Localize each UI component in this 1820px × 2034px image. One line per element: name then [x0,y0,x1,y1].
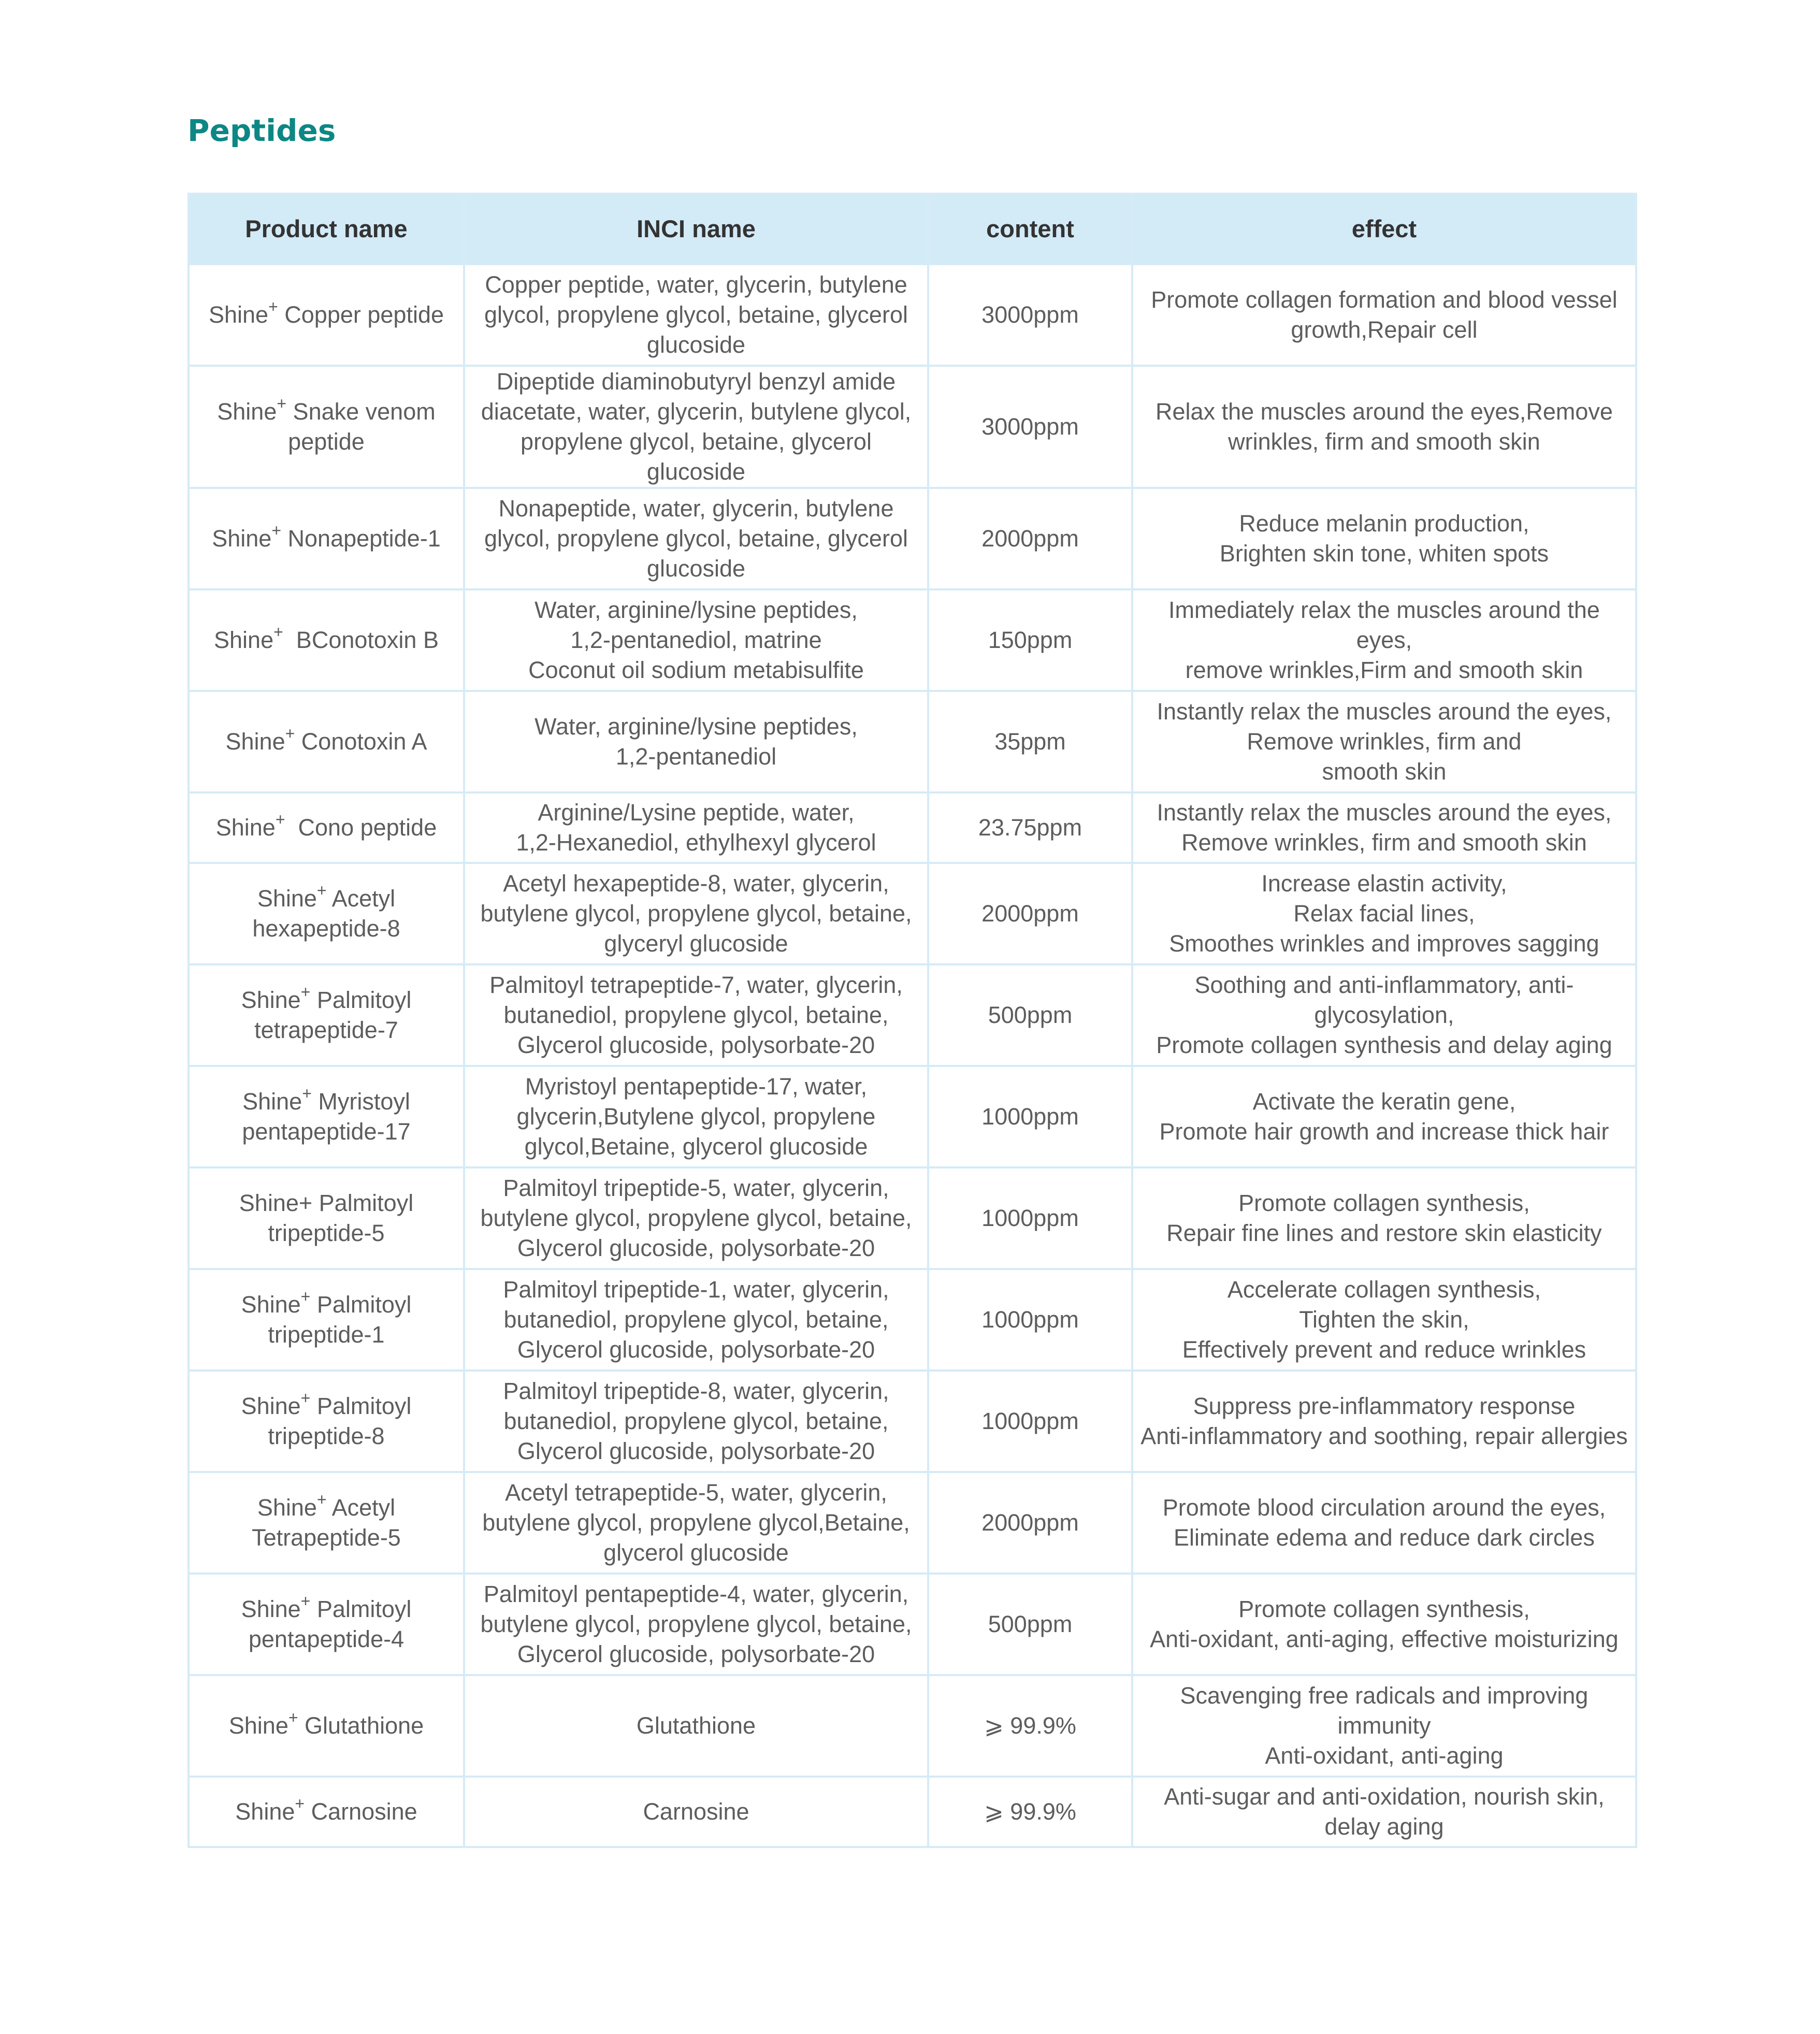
cell-content: 1000ppm [928,1066,1132,1167]
cell-product-name [189,1371,464,1472]
product-name-suffix: Conotoxin A [295,728,427,755]
product-name-prefix: Shine [241,1393,301,1419]
effect-line: Anti-sugar and anti-oxidation, nourish skin, [1164,1783,1605,1810]
cell-inci-name [464,1777,928,1847]
product-name-prefix: Shine [225,728,285,755]
peptides-table [187,193,1637,1848]
column-header-content: content [928,194,1132,264]
effect-line: Remove wrinkles, firm and [1247,728,1522,755]
effect-line: Accelerate collagen synthesis, [1227,1276,1541,1303]
cell-content: 2000ppm [928,863,1132,964]
cell-content: 1000ppm [928,1167,1132,1269]
effect-line: Promote collagen synthesis and delay aging [1156,1032,1612,1058]
cell-effect [1132,1167,1636,1269]
table-row [189,964,1636,1066]
inci-line: 1,2-pentanediol [615,743,777,770]
product-name-suffix: BConotoxin B [283,627,439,653]
cell-inci-name [464,589,928,691]
effect-line: Instantly relax the muscles around the eyes, [1157,799,1612,826]
cell-effect [1132,589,1636,691]
product-name-prefix: Shine [208,301,269,328]
product-name-suffix: Myristoyl pentapeptide-17 [242,1088,417,1145]
effect-line: Anti-inflammatory and soothing, repair allergies [1140,1423,1628,1449]
product-name-prefix: Shine [217,398,277,425]
inci-line: Water, arginine/lysine peptides, [535,713,858,740]
cell-inci-name [464,1167,928,1269]
cell-effect [1132,488,1636,589]
inci-line: Palmitoyl tripeptide-1, water, glycerin, [503,1276,889,1303]
cell-inci-name [464,264,928,366]
effect-line: Effectively prevent and reduce wrinkles [1182,1336,1586,1363]
inci-line: Palmitoyl tetrapeptide-7, water, glycerin, [489,972,903,998]
inci-line: propylene glycol, betaine, glycerol glucoside [521,428,872,485]
product-name-superscript: + [295,1794,305,1813]
cell-inci-name [464,366,928,488]
cell-effect [1132,1371,1636,1472]
cell-content: 1000ppm [928,1371,1132,1472]
cell-content: 35ppm [928,691,1132,792]
cell-content: 150ppm [928,589,1132,691]
effect-line: Anti-oxidant, anti-aging [1265,1742,1504,1769]
inci-line: butanediol, propylene glycol, betaine, [503,1306,889,1333]
product-name-superscript: + [285,724,295,743]
cell-content: 2000ppm [928,488,1132,589]
cell-effect [1132,863,1636,964]
product-name-suffix: Palmitoyl tetrapeptide-7 [254,987,418,1043]
cell-product-name [189,1777,464,1847]
cell-inci-name [464,691,928,792]
effect-line: Suppress pre-inflammatory response [1193,1393,1576,1419]
cell-content: 500ppm [928,964,1132,1066]
table-row [189,863,1636,964]
inci-line: Glycerol glucoside, polysorbate-20 [517,1235,875,1261]
product-name-prefix: Shine+ Palmitoyl tripeptide-5 [239,1190,414,1246]
product-name-superscript: + [277,394,287,413]
table-row [189,488,1636,589]
effect-line: Instantly relax the muscles around the eyes, [1157,698,1612,725]
effect-line: Promote collagen synthesis, [1238,1596,1530,1622]
cell-product-name [189,964,464,1066]
product-name-superscript: + [302,1084,312,1103]
table-row [189,366,1636,488]
product-name-superscript: + [273,623,283,641]
effect-line: Immediately relax the muscles around the eyes, [1168,597,1600,653]
product-name-suffix: Copper peptide [278,301,444,328]
table-body [189,264,1636,1847]
inci-line: Palmitoyl tripeptide-5, water, glycerin, [503,1175,889,1201]
cell-inci-name [464,964,928,1066]
effect-line: Smoothes wrinkles and improves sagging [1169,930,1599,957]
product-name-prefix: Shine [215,814,276,841]
table-row [189,264,1636,366]
product-name-prefix: Shine [257,1494,317,1521]
effect-line: Relax facial lines, [1293,900,1475,927]
product-name-prefix: Shine [212,525,272,552]
effect-line: Eliminate edema and reduce dark circles [1174,1524,1595,1551]
product-name-prefix: Shine [242,1088,302,1115]
effect-line: wrinkles, firm and smooth skin [1228,428,1540,455]
product-name-superscript: + [300,1287,311,1306]
column-header-product-name: Product name [189,194,464,264]
cell-content: 500ppm [928,1574,1132,1675]
cell-product-name [189,366,464,488]
inci-line: butylene glycol, propylene glycol, betaine, [480,1611,912,1637]
inci-line: Coconut oil sodium metabisulfite [528,657,864,683]
cell-effect [1132,1269,1636,1371]
product-name-suffix: Acetyl hexapeptide-8 [252,885,402,942]
cell-effect [1132,1574,1636,1675]
effect-line: Reduce melanin production, [1239,510,1529,537]
product-name-superscript: + [275,810,285,829]
product-name-suffix: Palmitoyl pentapeptide-4 [248,1596,418,1652]
cell-product-name [189,1066,464,1167]
table-row [189,1066,1636,1167]
cell-inci-name [464,488,928,589]
effect-line: delay aging [1324,1813,1444,1840]
effect-line: Soothing and anti-inflammatory, anti- [1194,972,1574,998]
effect-line: Relax the muscles around the eyes,Remove [1155,398,1613,425]
inci-line: Glycerol glucoside, polysorbate-20 [517,1438,875,1464]
cell-effect [1132,1675,1636,1777]
cell-effect [1132,264,1636,366]
cell-product-name [189,1472,464,1574]
inci-line: butylene glycol, propylene glycol, betaine, [480,1205,912,1231]
inci-line: Dipeptide diaminobutyryl benzyl amide [496,368,896,395]
table-header-row [189,194,1636,264]
effect-line: Increase elastin activity, [1261,870,1507,897]
inci-line: Palmitoyl tripeptide-8, water, glycerin, [503,1378,889,1404]
table-row [189,1574,1636,1675]
inci-line: Glycerol glucoside, polysorbate-20 [517,1641,875,1667]
inci-line: diacetate, water, glycerin, butylene glycol, [481,398,912,425]
cell-content: 2000ppm [928,1472,1132,1574]
effect-line: Remove wrinkles, firm and smooth skin [1181,829,1587,856]
effect-line: Anti-oxidant, anti-aging, effective moisturizing [1150,1626,1619,1652]
product-name-superscript: + [271,521,282,540]
cell-content: 23.75ppm [928,792,1132,863]
inci-line: glycerin,Butylene glycol, propylene [516,1103,876,1130]
cell-inci-name [464,1574,928,1675]
product-name-superscript: + [316,881,327,900]
inci-line: Glycerol glucoside, polysorbate-20 [517,1336,875,1363]
inci-line: 1,2-pentanediol, matrine [570,627,822,653]
inci-line: glucoside [646,555,746,582]
cell-effect [1132,366,1636,488]
cell-inci-name [464,1269,928,1371]
product-name-suffix: Nonapeptide-1 [281,525,441,552]
inci-line: Water, arginine/lysine peptides, [535,597,858,623]
product-name-suffix: Glutathione [298,1712,424,1739]
product-name-superscript: + [300,1389,311,1407]
cell-content: ⩾ 99.9% [928,1675,1132,1777]
effect-line: Promote collagen synthesis, [1238,1190,1530,1216]
inci-line: Glycerol glucoside, polysorbate-20 [517,1032,875,1058]
effect-line: Activate the keratin gene, [1252,1088,1516,1115]
cell-effect [1132,964,1636,1066]
cell-product-name [189,264,464,366]
cell-content: ⩾ 99.9% [928,1777,1132,1847]
effect-line: Promote blood circulation around the eyes, [1162,1494,1606,1521]
cell-product-name [189,1269,464,1371]
inci-line: Acetyl hexapeptide-8, water, glycerin, [503,870,889,897]
cell-effect [1132,691,1636,792]
cell-product-name [189,792,464,863]
table-row [189,1269,1636,1371]
cell-inci-name [464,792,928,863]
effect-line: smooth skin [1322,758,1447,785]
table-row [189,589,1636,691]
product-name-superscript: + [288,1708,298,1727]
product-name-prefix: Shine [241,1291,301,1318]
inci-line: butylene glycol, propylene glycol,Betaine, [482,1509,910,1536]
effect-line: Scavenging free radicals and improving [1180,1682,1588,1709]
cell-inci-name [464,863,928,964]
product-name-suffix: Acetyl Tetrapeptide-5 [252,1494,401,1551]
inci-line: glyceryl glucoside [604,930,788,957]
column-header-effect: effect [1132,194,1636,264]
effect-line: Brighten skin tone, whiten spots [1219,540,1549,567]
product-name-suffix: Cono peptide [285,814,437,841]
cell-effect [1132,1777,1636,1847]
inci-line: 1,2-Hexanediol, ethylhexyl glycerol [516,829,876,856]
column-header-inci-name: INCI name [464,194,928,264]
cell-product-name [189,1675,464,1777]
cell-inci-name [464,1472,928,1574]
inci-line: Acetyl tetrapeptide-5, water, glycerin, [505,1479,887,1506]
product-name-superscript: + [300,1592,311,1610]
inci-line: glycol, propylene glycol, betaine, glycerol [484,525,908,552]
inci-line: butanediol, propylene glycol, betaine, [503,1002,889,1028]
product-name-suffix: Carnosine [305,1798,417,1825]
table-row [189,792,1636,863]
effect-line: growth,Repair cell [1291,316,1478,343]
product-name-superscript: + [316,1490,327,1509]
inci-line: Nonapeptide, water, glycerin, butylene [498,495,894,522]
product-name-prefix: Shine [241,1596,301,1622]
cell-product-name [189,488,464,589]
product-name-prefix: Shine [257,885,317,912]
table-row [189,691,1636,792]
table-row [189,1777,1636,1847]
inci-line: glycol, propylene glycol, betaine, glycerol [484,301,908,328]
table-row [189,1371,1636,1472]
product-name-prefix: Shine [228,1712,288,1739]
product-name-suffix: Palmitoyl tripeptide-1 [268,1291,418,1348]
product-name-suffix: Palmitoyl tripeptide-8 [268,1393,418,1449]
effect-line: remove wrinkles,Firm and smooth skin [1185,657,1583,683]
inci-line: glycerol glucoside [603,1539,789,1566]
effect-line: Promote collagen formation and blood vessel [1151,286,1617,313]
inci-line: Myristoyl pentapeptide-17, water, [525,1073,868,1100]
effect-line: Repair fine lines and restore skin elasticity [1166,1220,1602,1246]
product-name-superscript: + [300,983,311,1001]
cell-product-name [189,589,464,691]
inci-line: Palmitoyl pentapeptide-4, water, glycerin, [483,1581,909,1607]
inci-line: Carnosine [643,1798,749,1825]
table-row [189,1167,1636,1269]
cell-content: 1000ppm [928,1269,1132,1371]
effect-line: Promote hair growth and increase thick hair [1159,1118,1609,1145]
inci-line: butylene glycol, propylene glycol, betaine, [480,900,912,927]
inci-line: glycol,Betaine, glycerol glucoside [524,1133,868,1160]
inci-line: glucoside [646,331,746,358]
cell-product-name [189,1167,464,1269]
cell-inci-name [464,1066,928,1167]
product-name-superscript: + [268,297,278,316]
cell-product-name [189,691,464,792]
effect-line: glycosylation, [1314,1002,1454,1028]
table-row [189,1675,1636,1777]
effect-line: immunity [1337,1712,1431,1739]
inci-line: Arginine/Lysine peptide, water, [538,799,855,826]
cell-content: 3000ppm [928,264,1132,366]
inci-line: Copper peptide, water, glycerin, butylene [485,271,907,298]
product-name-suffix: Snake venom peptide [286,398,442,455]
cell-effect [1132,1066,1636,1167]
cell-product-name [189,1574,464,1675]
table-row [189,1472,1636,1574]
page-title: Peptides [187,113,336,148]
effect-line: Tighten the skin, [1299,1306,1469,1333]
inci-line: butanediol, propylene glycol, betaine, [503,1408,889,1434]
cell-inci-name [464,1371,928,1472]
cell-effect [1132,1472,1636,1574]
inci-line: Glutathione [636,1712,756,1739]
cell-content: 3000ppm [928,366,1132,488]
product-name-prefix: Shine [235,1798,295,1825]
product-name-prefix: Shine [241,987,301,1013]
cell-product-name [189,863,464,964]
cell-inci-name [464,1675,928,1777]
cell-effect [1132,792,1636,863]
product-name-prefix: Shine [214,627,274,653]
